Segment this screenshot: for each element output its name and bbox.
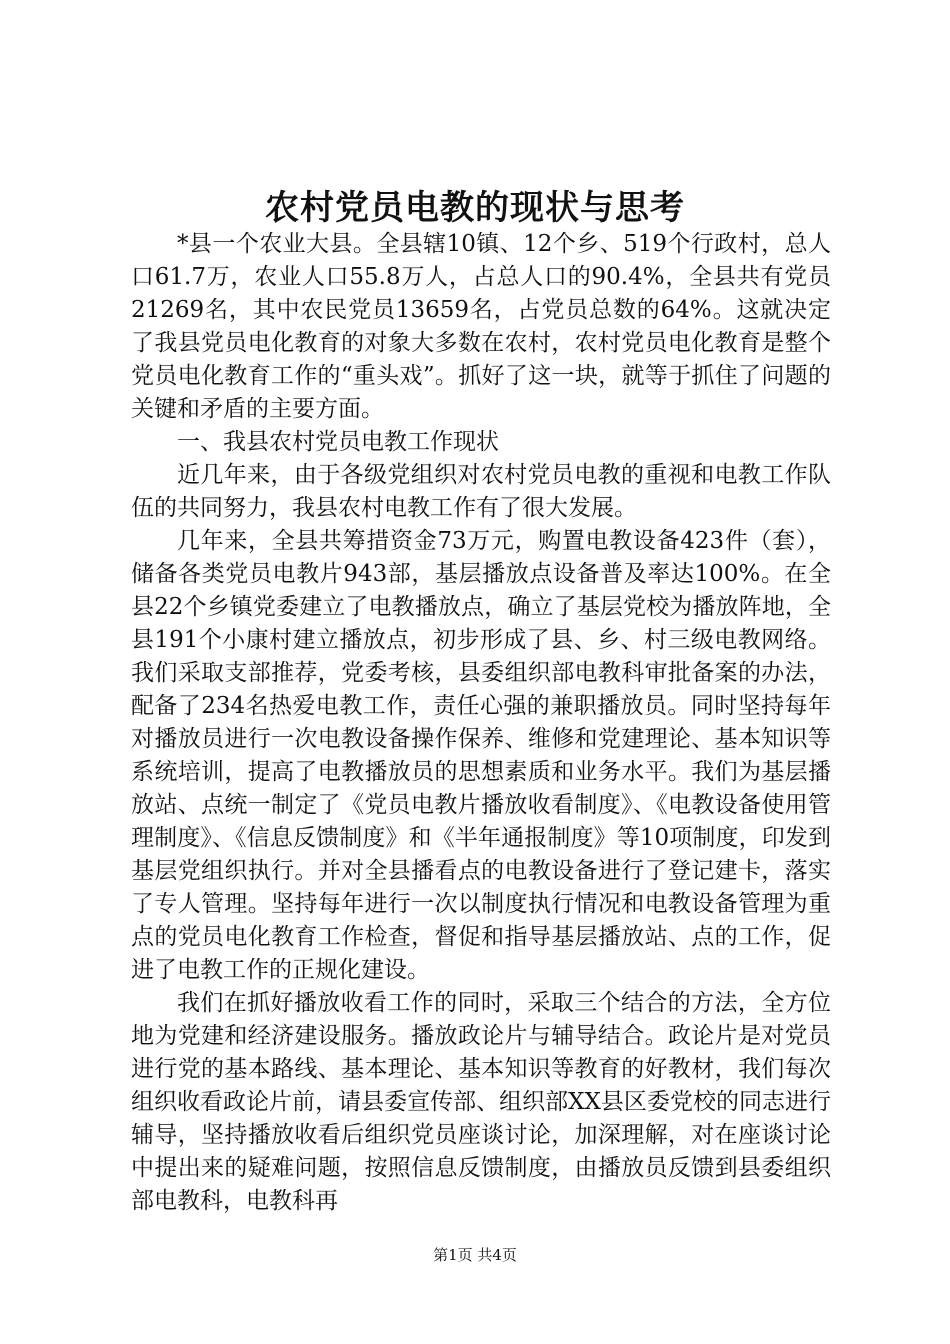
document-body xyxy=(131,228,831,1218)
section-heading: 一、我县农村党员电教工作现状 xyxy=(177,429,499,455)
paragraph-methods: 我们在抓好播放收看工作的同时，采取三个结合的方法，全方位地为党建和经济建设服务。播放政论片与辅导结合。政论片是对党员进行党的基本路线、基本理论、基本知识等教育的好教材，我们每次组织收看政论片前，请县委宣传部、组织部XX县区委党校的同志进行辅导，坚持播放收看后组织党员座谈讨论，加深理解，对在座谈讨论中提出来的疑难问题，按照信息反馈制度，由播放员反馈到县委组织部电教科，电教科再 xyxy=(131,990,831,1214)
page-title: 农村党员电教的现状与思考 xyxy=(265,188,685,228)
paragraph-overview: 近几年来，由于各级党组织对农村党员电教的重视和电教工作队伍的共同努力，我县农村电教工作有了很大发展。 xyxy=(131,462,831,521)
paragraph-intro: *县一个农业大县。全县辖10镇、12个乡、519个行政村，总人口61.7万，农业人口55.8万人，占总人口的90.4%，全县共有党员21269名，其中农民党员13659名，占党员总数的64%。这就决定了我县党员电化教育的对象大多数在农村，农村党员电化教育是整个党员电化教育工作的“重头戏”。抓好了这一块，就等于抓住了问题的关键和矛盾的主要方面。 xyxy=(131,231,831,422)
page-footer: 第1页 共4页 xyxy=(433,1246,517,1264)
paragraph-achievements: 几年来，全县共筹措资金73万元，购置电教设备423件（套），储备各类党员电教片943部，基层播放点设备普及率达100%。在全县22个乡镇党委建立了电教播放点，确立了基层党校为播放阵地，全县191个小康村建立播放点，初步形成了县、乡、村三级电教网络。我们采取支部推荐，党委考核，县委组织部电教科审批备案的办法，配备了234名热爱电教工作，责任心强的兼职播放员。同时坚持每年对播放员进行一次电教设备操作保养、维修和党建理论、基本知识等系统培训，提高了电教播放员的思想素质和业务水平。我们为基层播放站、点统一制定了《党员电教片播放收看制度》、《电教设备使用管理制度》、《信息反馈制度》和《半年通报制度》等10项制度，印发到基层党组织执行。并对全县播看点的电教设备进行了登记建卡，落实了专人管理。坚持每年进行一次以制度执行情况和电教设备管理为重点的党员电化教育工作检查，督促和指导基层播放站、点的工作，促进了电教工作的正规化建设。 xyxy=(131,528,831,983)
